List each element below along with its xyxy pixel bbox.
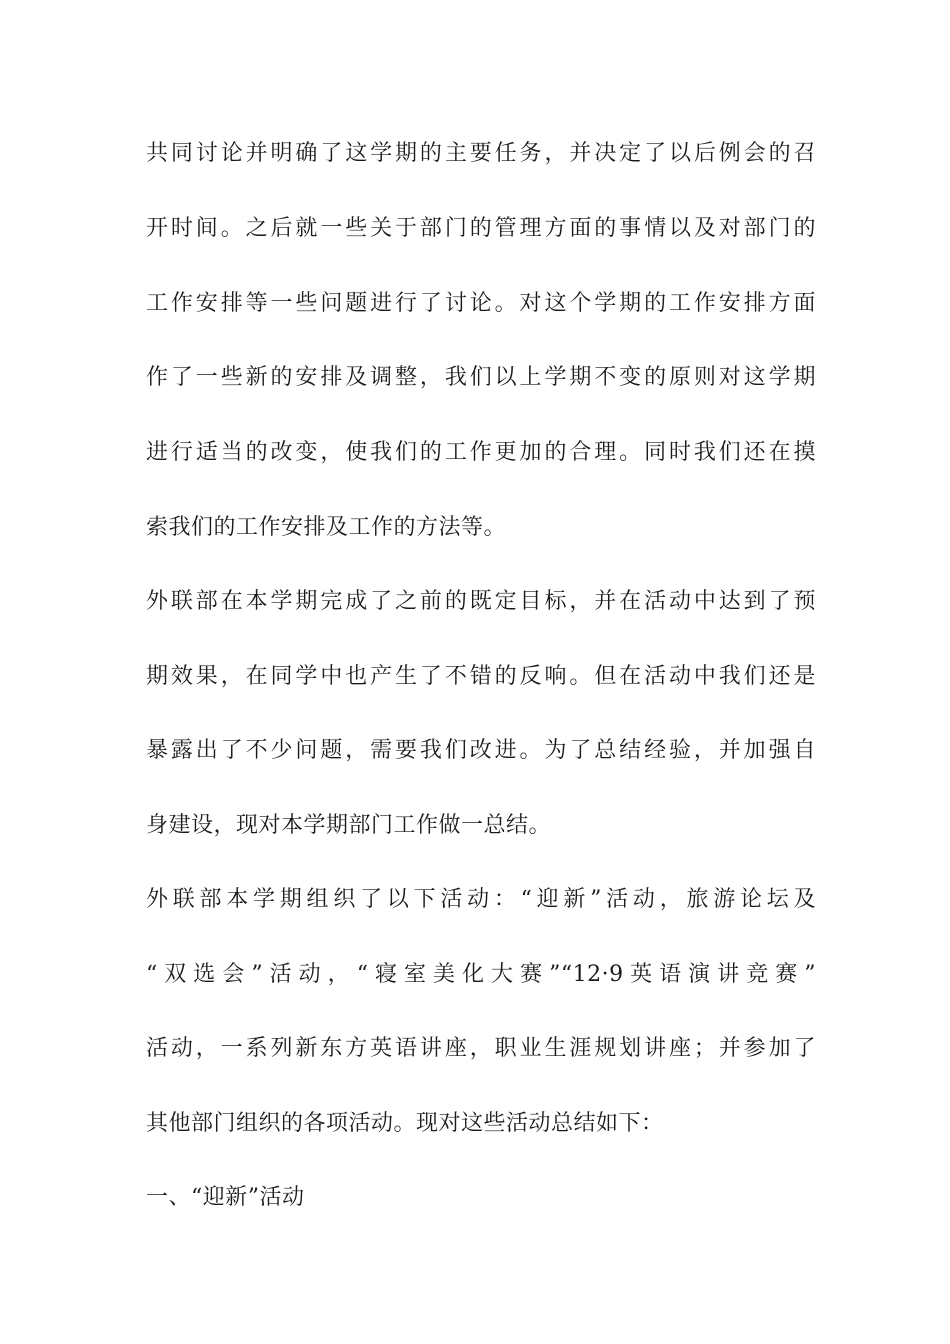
paragraph-2-line-4: 身建设，现对本学期部门工作做一总结。	[146, 813, 552, 838]
paragraph-3-line-1: 外联部本学期组织了以下活动：“迎新”活动，旅游论坛及	[146, 887, 816, 912]
paragraph-1-line-2: 开时间。之后就一些关于部门的管理方面的事情以及对部门的	[146, 216, 816, 241]
section-heading: 一、“迎新”活动	[146, 1185, 305, 1210]
paragraph-3-line-3: 活动，一系列新东方英语讲座，职业生涯规划讲座；并参加了	[146, 1036, 816, 1061]
paragraph-2-line-1: 外联部在本学期完成了之前的既定目标，并在活动中达到了预	[146, 589, 816, 614]
paragraph-2-line-2: 期效果，在同学中也产生了不错的反响。但在活动中我们还是	[146, 664, 816, 689]
paragraph-1-line-1: 共同讨论并明确了这学期的主要任务，并决定了以后例会的召	[146, 141, 816, 166]
paragraph-3-line-4: 其他部门组织的各项活动。现对这些活动总结如下：	[146, 1111, 664, 1136]
paragraph-2-line-3: 暴露出了不少问题，需要我们改进。为了总结经验，并加强自	[146, 738, 816, 763]
paragraph-1-line-6: 索我们的工作安排及工作的方法等。	[146, 515, 507, 540]
paragraph-1-line-3: 工作安排等一些问题进行了讨论。对这个学期的工作安排方面	[146, 291, 816, 316]
paragraph-1-line-4: 作了一些新的安排及调整，我们以上学期不变的原则对这学期	[146, 365, 816, 390]
paragraph-3-line-2: “双选会”活动，“寝室美化大赛”“12·9英语演讲竞赛”	[146, 962, 816, 987]
paragraph-1-line-5: 进行适当的改变，使我们的工作更加的合理。同时我们还在摸	[146, 440, 816, 465]
